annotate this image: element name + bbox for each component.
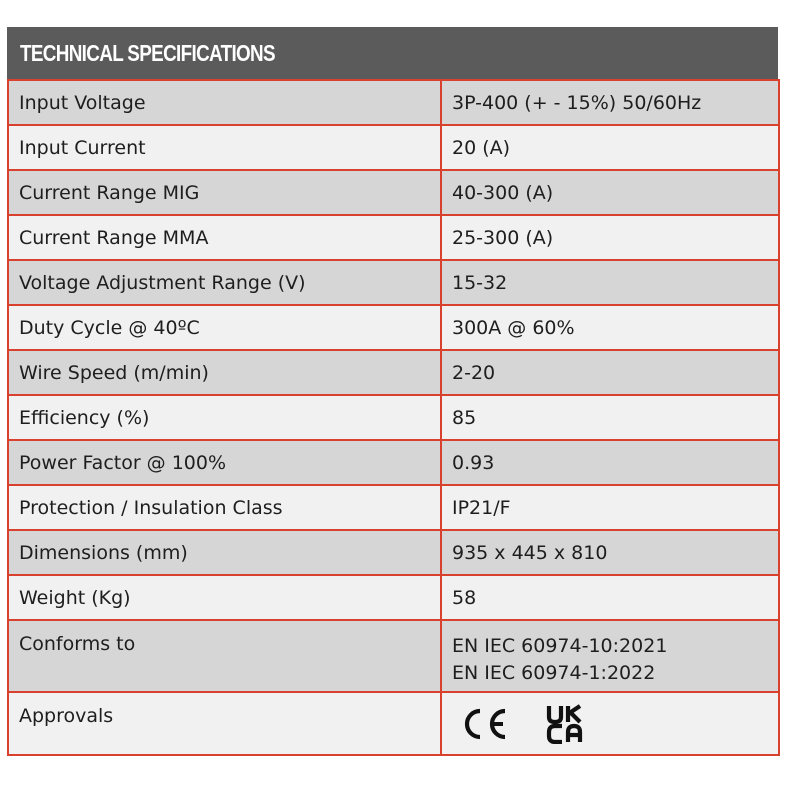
spec-row-dimensions bbox=[8, 530, 779, 575]
approval-marks bbox=[441, 692, 779, 755]
spec-value: 935 x 445 x 810 bbox=[441, 530, 779, 575]
spec-value: 25-300 (A) bbox=[441, 215, 779, 260]
spec-value: IP21/F bbox=[441, 485, 779, 530]
spec-row-power-factor bbox=[8, 440, 779, 485]
spec-row-conforms-to bbox=[8, 620, 779, 692]
spec-row-voltage-adjustment bbox=[8, 260, 779, 305]
spec-label: Duty Cycle @ 40ºC bbox=[8, 305, 441, 350]
spec-label: Approvals bbox=[8, 692, 441, 755]
spec-label: Current Range MIG bbox=[8, 170, 441, 215]
spec-label: Wire Speed (m/min) bbox=[8, 350, 441, 395]
spec-label: Protection / Insulation Class bbox=[8, 485, 441, 530]
spec-label: Weight (Kg) bbox=[8, 575, 441, 620]
spec-row-current-range-mig bbox=[8, 170, 779, 215]
ce-mark-icon bbox=[460, 707, 510, 741]
spec-label: Current Range MMA bbox=[8, 215, 441, 260]
spec-row-protection-class bbox=[8, 485, 779, 530]
spec-label: Input Voltage bbox=[8, 80, 441, 125]
spec-row-duty-cycle bbox=[8, 305, 779, 350]
spec-value: 20 (A) bbox=[441, 125, 779, 170]
spec-label: Voltage Adjustment Range (V) bbox=[8, 260, 441, 305]
spec-row-current-range-mma bbox=[8, 215, 779, 260]
spec-label: Input Current bbox=[8, 125, 441, 170]
ukca-mark-icon bbox=[546, 704, 586, 744]
standard-line: EN IEC 60974-1:2022 bbox=[452, 662, 656, 684]
spec-table bbox=[7, 79, 780, 756]
spec-value: 15-32 bbox=[441, 260, 779, 305]
spec-value: 0.93 bbox=[441, 440, 779, 485]
spec-value-standards bbox=[441, 620, 779, 692]
technical-specifications-panel bbox=[7, 27, 778, 756]
spec-value: 58 bbox=[441, 575, 779, 620]
spec-row-approvals bbox=[8, 692, 779, 755]
spec-value: 2-20 bbox=[441, 350, 779, 395]
standard-line: EN IEC 60974-10:2021 bbox=[452, 635, 668, 657]
spec-label: Power Factor @ 100% bbox=[8, 440, 441, 485]
spec-value: 300A @ 60% bbox=[441, 305, 779, 350]
spec-label: Efficiency (%) bbox=[8, 395, 441, 440]
spec-header bbox=[7, 27, 778, 79]
spec-label: Conforms to bbox=[8, 620, 441, 692]
spec-value: 40-300 (A) bbox=[441, 170, 779, 215]
spec-value: 85 bbox=[441, 395, 779, 440]
spec-row-weight bbox=[8, 575, 779, 620]
spec-row-input-current bbox=[8, 125, 779, 170]
spec-row-input-voltage bbox=[8, 80, 779, 125]
spec-value: 3P-400 (+ - 15%) 50/60Hz bbox=[441, 80, 779, 125]
spec-row-wire-speed bbox=[8, 350, 779, 395]
spec-label: Dimensions (mm) bbox=[8, 530, 441, 575]
spec-header-title: TECHNICAL SPECIFICATIONS bbox=[20, 39, 275, 66]
spec-row-efficiency bbox=[8, 395, 779, 440]
